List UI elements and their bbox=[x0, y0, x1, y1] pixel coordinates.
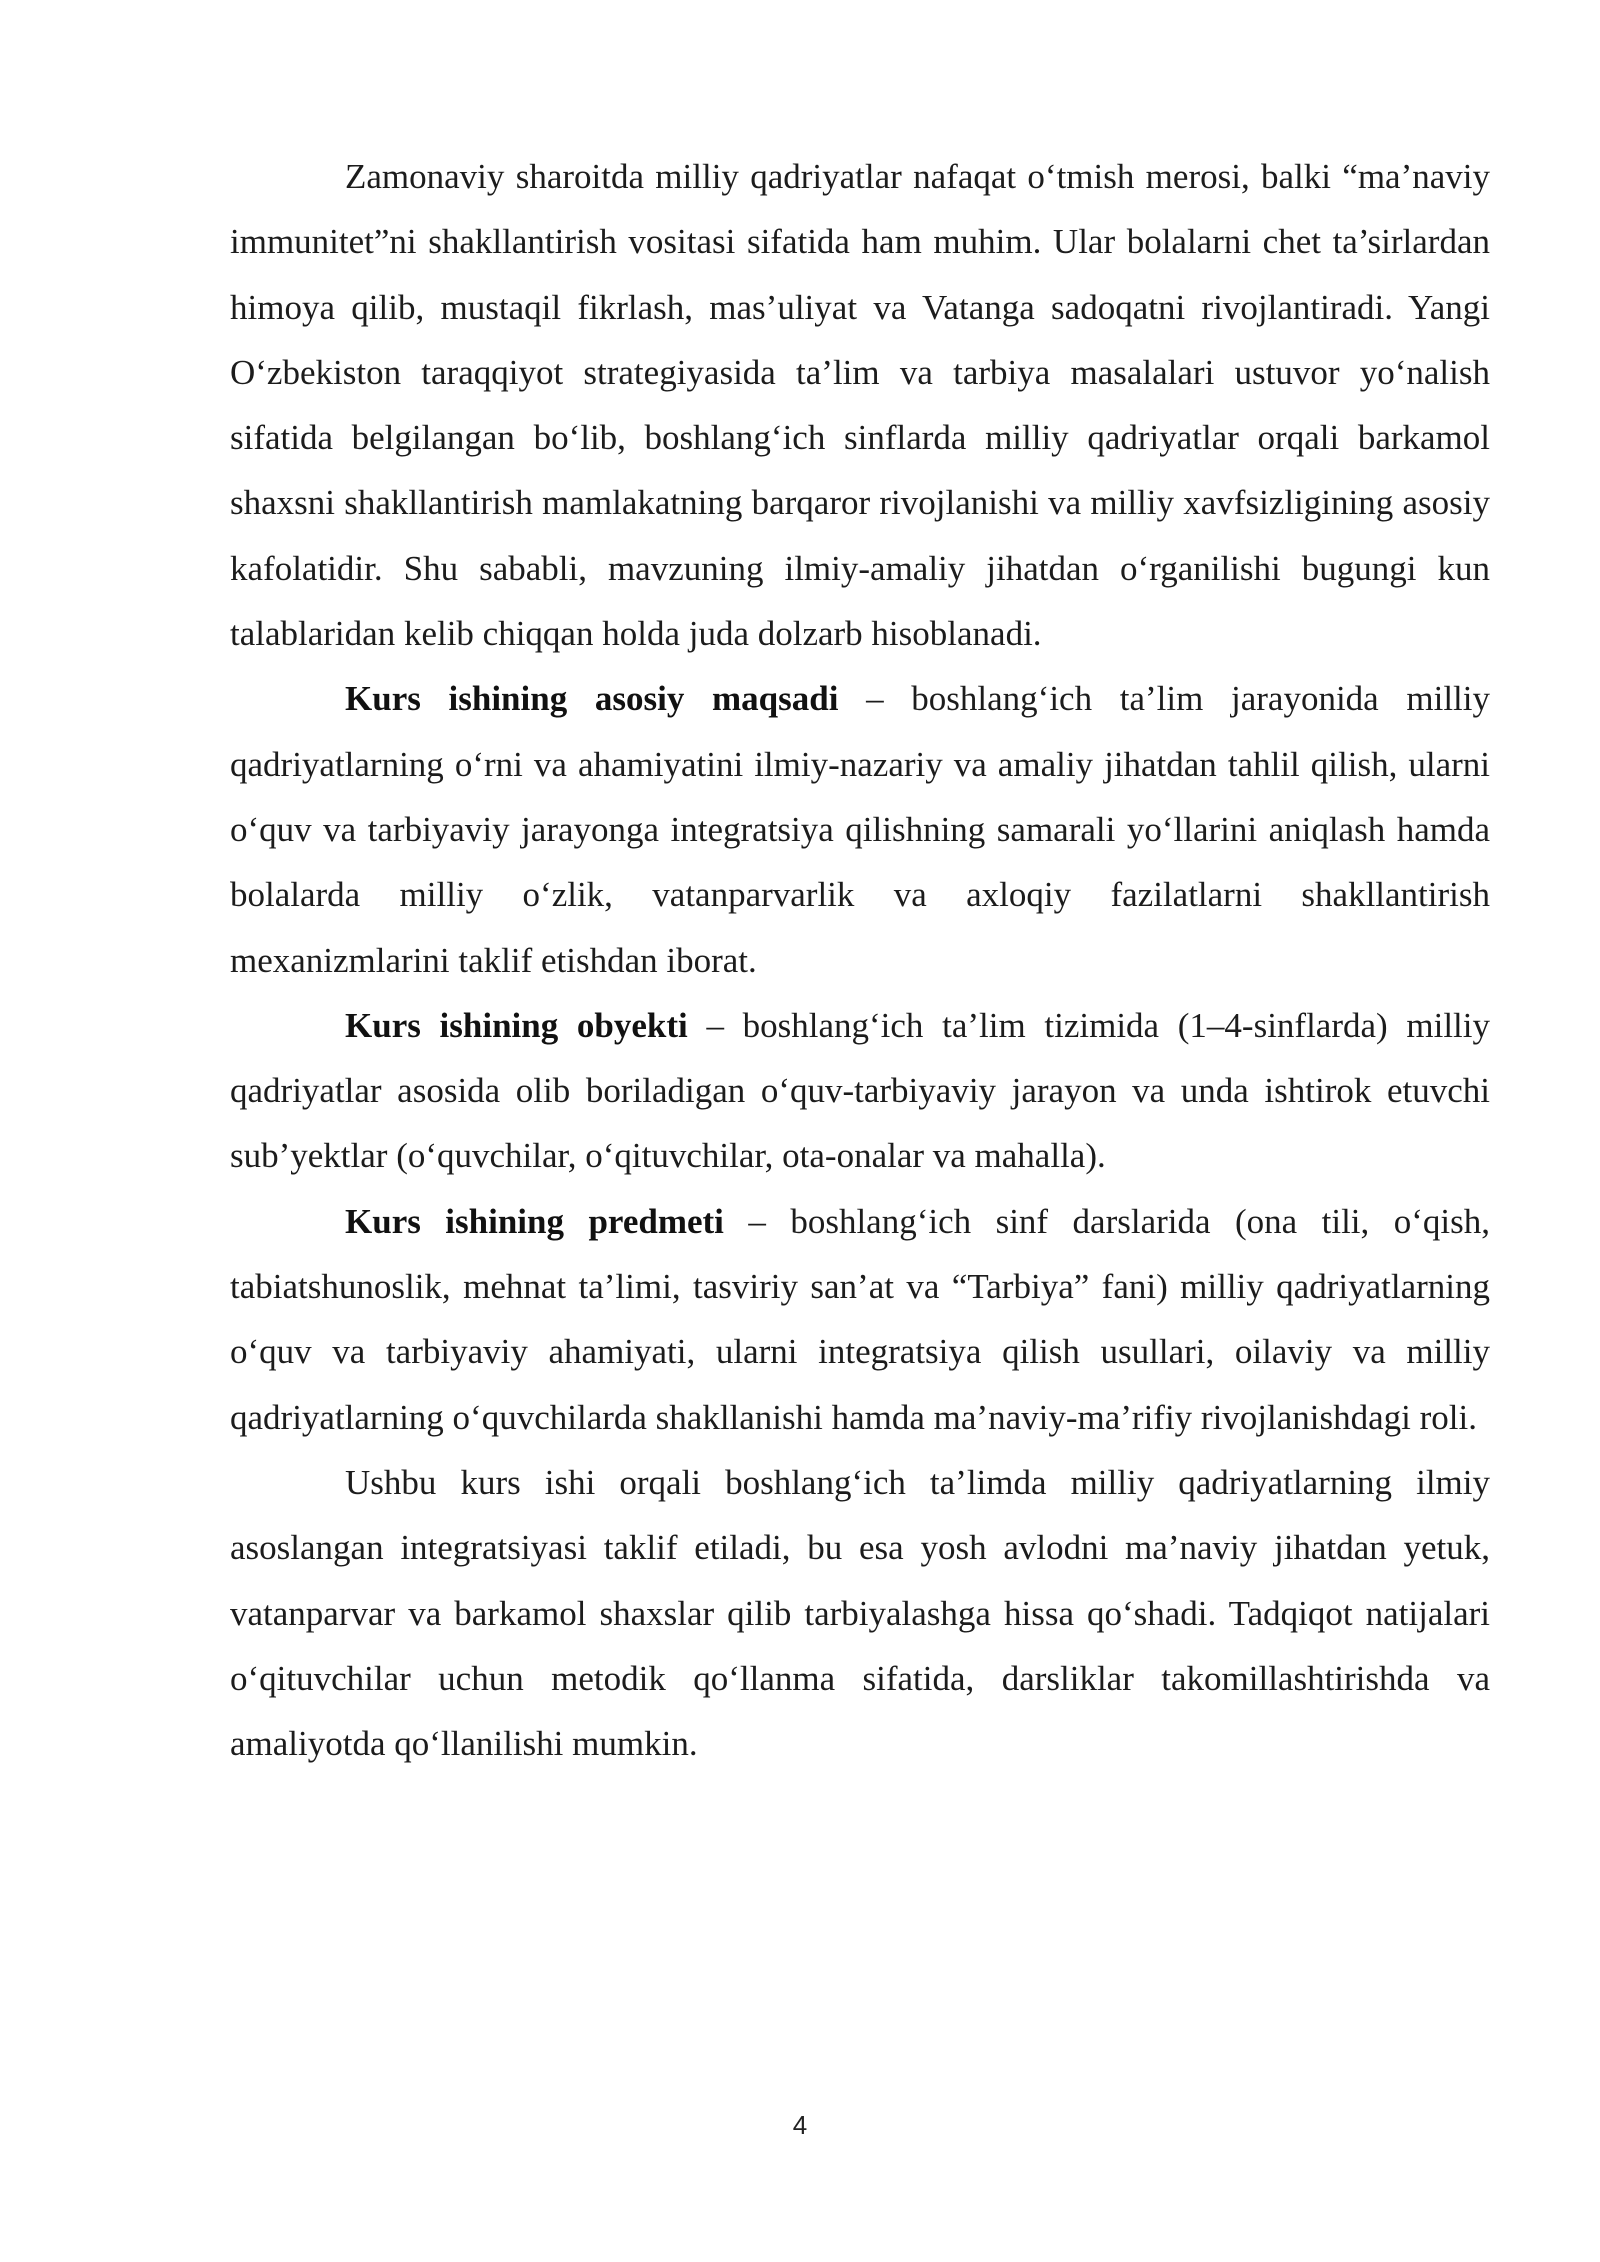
heading-dash: – bbox=[838, 679, 912, 719]
paragraph-text: boshlang‘ich sinf darslarida (ona tili, o‘qish, tabiatshunoslik, mehnat ta’limi, tasviriy san’at va “Tarbiya” fani) milliy qadriyatlarning o‘quv va tarbiyaviy ahamiyati, ularni integratsiya qilish usullari, oilaviy va milliy qadriyatlarning o‘quvchilarda shakllanishi hamda ma’naviy-ma’rifiy rivojlanishdagi roli. bbox=[230, 1201, 1490, 1437]
paragraph-text: boshlang‘ich ta’lim tizimida (1–4-sinflarda) milliy qadriyatlar asosida olib boriladigan o‘quv-tarbiyaviy jarayon va unda ishtirok etuvchi sub’yektlar (o‘quvchilar, o‘qituvchilar, ota-onalar va mahalla). bbox=[230, 1005, 1490, 1176]
paragraph-text: Zamonaviy sharoitda milliy qadriyatlar nafaqat o‘tmish merosi, balki “ma’naviy immunitet”ni shakllantirish vositasi sifatida ham muhim. Ular bolalarni chet ta’sirlardan himoya qilib, mustaqil fikrlash, mas’uliyat va Vatanga sadoqatni rivojlantiradi. Yangi O‘zbekiston taraqqiyot strategiyasida ta’lim va tarbiya masalalari ustuvor yo‘nalish sifatida belgilangan bo‘lib, boshlang‘ich sinflarda milliy qadriyatlar orqali barkamol shaxsni shakllantirish mamlakatning barqaror rivojlanishi va milliy xavfsizligining asosiy kafolatidir. Shu sababli, mavzuning ilmiy-amaliy jihatdan o‘rganilishi bugungi kun talablaridan kelib chiqqan holda juda dolzarb hisoblanadi. bbox=[230, 157, 1490, 654]
paragraph-main-goal bbox=[230, 666, 1490, 992]
document-body bbox=[230, 144, 1490, 1776]
paragraph-heading: Kurs ishining predmeti bbox=[345, 1201, 724, 1241]
paragraph-object bbox=[230, 993, 1490, 1189]
paragraph-text: boshlang‘ich ta’lim jarayonida milliy qadriyatlarning o‘rni va ahamiyatini ilmiy-nazariy va amaliy jihatdan tahlil qilish, ularni o‘quv va tarbiyaviy jarayonga integratsiya qilishning samarali yo‘llarini aniqlash hamda bolalarda milliy o‘zlik, vatanparvarlik va axloqiy fazilatlarni shakllantirish mexanizmlarini taklif etishdan iborat. bbox=[230, 679, 1490, 980]
heading-dash: – bbox=[723, 1201, 791, 1241]
heading-dash: – bbox=[687, 1005, 743, 1045]
paragraph-text: Ushbu kurs ishi orqali boshlang‘ich ta’limda milliy qadriyatlarning ilmiy asoslangan integratsiyasi taklif etiladi, bu esa yosh avlodni ma’naviy jihatdan yetuk, vatanparvar va barkamol shaxslar qilib tarbiyalashga hissa qo‘shadi. Tadqiqot natijalari o‘qituvchilar uchun metodik qo‘llanma sifatida, darsliklar takomillashtirishda va amaliyotda qo‘llanilishi mumkin. bbox=[230, 1462, 1490, 1764]
paragraph-heading: Kurs ishining asosiy maqsadi bbox=[345, 679, 839, 719]
paragraph-subject bbox=[230, 1189, 1490, 1450]
paragraph-conclusion bbox=[230, 1450, 1490, 1776]
paragraph-heading: Kurs ishining obyekti bbox=[345, 1005, 688, 1045]
paragraph-introduction bbox=[230, 144, 1490, 666]
page-number: 4 bbox=[792, 2110, 808, 2140]
